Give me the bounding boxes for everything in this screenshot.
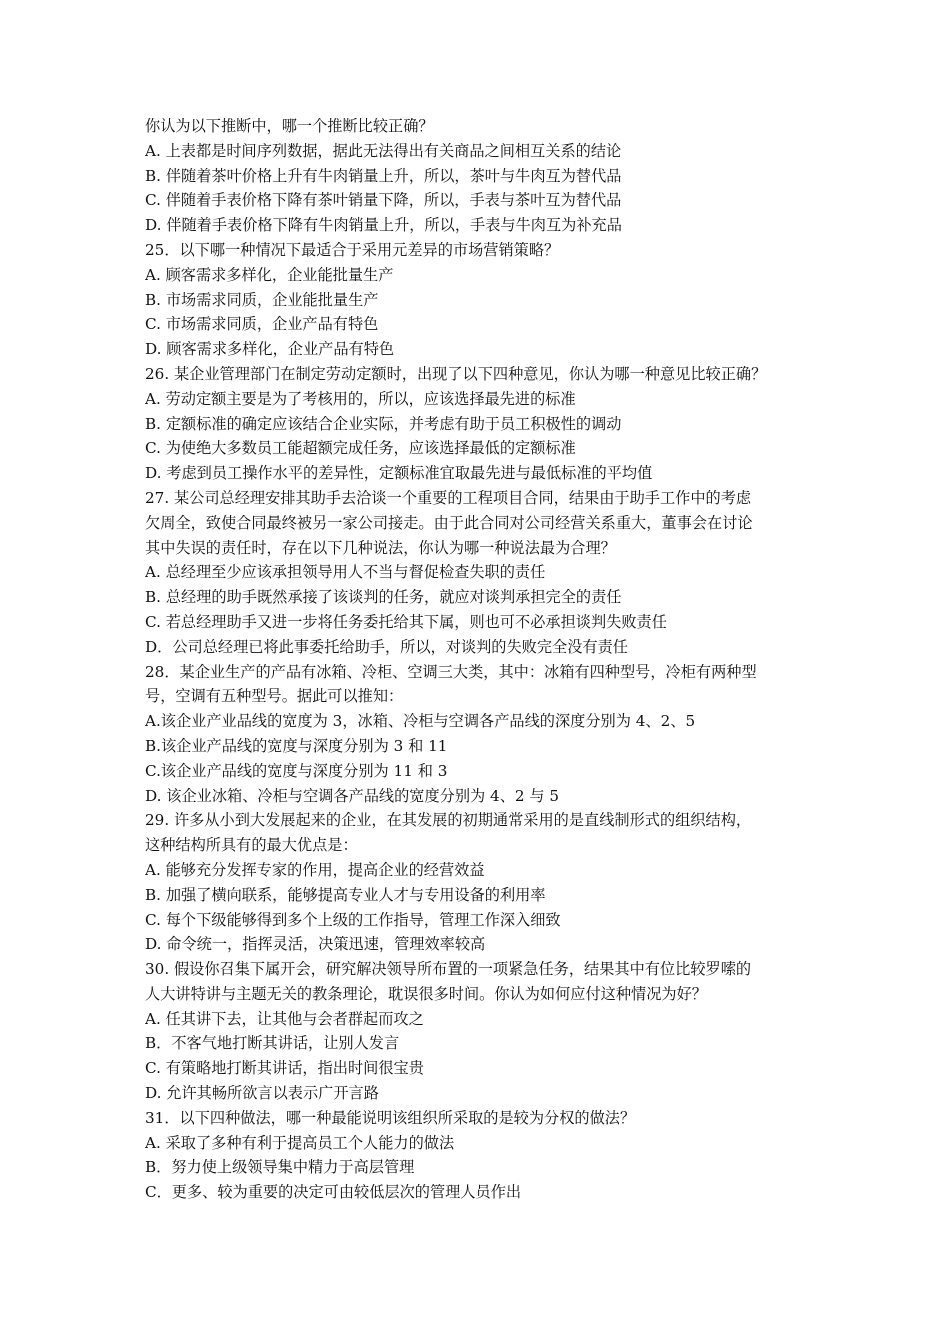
q27-stem-line-2: 欠周全，致使合同最终被另一家公司接走。由于此合同对公司经营关系重大，董事会在讨论: [145, 513, 753, 532]
q28-stem-line-1: 28．某企业生产的产品有冰箱、冷柜、空调三大类，其中：冰箱有四种型号，冷柜有两种型: [145, 662, 757, 681]
q27-option-c: C. 若总经理助手又进一步将任务委托给其下属，则也可不必承担谈判失败责任: [145, 612, 667, 631]
q28-option-c: C.该企业产品线的宽度与深度分别为 11 和 3: [145, 761, 448, 780]
q29-option-c: C. 每个下级能够得到多个上级的工作指导，管理工作深入细致: [145, 910, 561, 929]
q30-stem-line-2: 人大讲特讲与主题无关的教条理论，耽误很多时间。你认为如何应付这种情况为好？: [145, 984, 707, 1003]
q31-option-c: C．更多、较为重要的决定可由较低层次的管理人员作出: [145, 1183, 522, 1202]
q25-option-a: A. 顾客需求多样化，企业能批量生产: [145, 265, 394, 284]
q24-option-d: D. 伴随着手表价格下降有牛肉销量上升，所以，手表与牛肉互为补充品: [145, 216, 622, 235]
q25-option-b: B. 市场需求同质，企业能批量生产: [145, 290, 379, 309]
q29-stem-line-1: 29. 许多从小到大发展起来的企业，在其发展的初期通常采用的是直线制形式的组织结构，: [145, 811, 752, 830]
q27-option-b: B. 总经理的助手既然承接了该谈判的任务，就应对谈判承担完全的责任: [145, 588, 622, 607]
question-intro-line: 你认为以下推断中，哪一个推断比较正确？: [145, 117, 434, 135]
q24-option-c: C. 伴随着手表价格下降有茶叶销量下降，所以，手表与茶叶互为替代品: [145, 191, 622, 210]
q25-stem: 25．以下哪一种情况下最适合于采用元差异的市场营销策略？: [145, 240, 560, 259]
q26-option-c: C. 为使绝大多数员工能超额完成任务，应该选择最低的定额标准: [145, 439, 576, 458]
q24-option-a: A. 上表都是时间序列数据，据此无法得出有关商品之间相互关系的结论: [145, 141, 622, 160]
q30-stem-line-1: 30. 假设你召集下属开会，研究解决领导所布置的一项紧急任务，结果其中有位比较罗嗦的: [145, 960, 752, 979]
q30-option-c: C. 有策略地打断其讲话，指出时间很宝贵: [145, 1059, 424, 1078]
q26-option-a: A. 劳动定额主要是为了考核用的，所以，应该选择最先进的标准: [145, 389, 576, 408]
q26-option-b: B. 定额标准的确定应该结合企业实际，并考虑有助于员工积极性的调动: [145, 414, 622, 433]
document-page: [145, 114, 815, 1205]
q27-option-d: D．公司总经理已将此事委托给助手，所以，对谈判的失败完全没有责任: [145, 637, 628, 656]
q30-option-d: D. 允许其畅所欲言以表示广开言路: [145, 1084, 379, 1103]
q27-option-a: A. 总经理至少应该承担领导用人不当与督促检查失职的责任: [145, 563, 546, 582]
q30-option-a: A. 任其讲下去，让其他与会者群起而攻之: [145, 1009, 424, 1028]
q26-option-d: D. 考虑到员工操作水平的差异性，定额标准宜取最先进与最低标准的平均值: [145, 464, 653, 483]
q29-option-d: D. 命令统一，指挥灵活，决策迅速，管理效率较高: [145, 935, 486, 954]
q28-option-d: D. 该企业冰箱、冷柜与空调各产品线的宽度分别为 4、2 与 5: [145, 786, 560, 805]
q29-option-b: B. 加强了横向联系，能够提高专业人才与专用设备的利用率: [145, 885, 546, 904]
q29-stem-line-2: 这种结构所具有的最大优点是：: [145, 836, 358, 855]
q27-stem-line-1: 27. 某公司总经理安排其助手去洽谈一个重要的工程项目合同，结果由于助手工作中的考虑: [145, 488, 752, 507]
q28-option-b: B.该企业产品线的宽度与深度分别为 3 和 11: [145, 736, 448, 755]
q26-stem: 26. 某企业管理部门在制定劳动定额时，出现了以下四种意见，你认为哪一种意见比较正确？: [145, 364, 767, 383]
q30-option-b: B．不客气地打断其讲话，让别人发言: [145, 1034, 400, 1053]
q25-option-d: D. 顾客需求多样化，企业产品有特色: [145, 340, 395, 359]
q29-option-a: A. 能够充分发挥专家的作用，提高企业的经营效益: [145, 860, 485, 879]
q31-option-b: B．努力使上级领导集中精力于高层管理: [145, 1158, 415, 1177]
q24-option-b: B. 伴随着茶叶价格上升有牛肉销量上升，所以，茶叶与牛肉互为替代品: [145, 166, 622, 185]
q31-stem: 31．以下四种做法，哪一种最能说明该组织所采取的是较为分权的做法？: [145, 1108, 636, 1127]
q31-option-a: A. 采取了多种有利于提高员工个人能力的做法: [145, 1133, 455, 1152]
q28-option-a: A.该企业产业品线的宽度为 3，冰箱、冷柜与空调各产品线的深度分别为 4、2、5: [145, 712, 696, 731]
q27-stem-line-3: 其中失误的责任时，存在以下几种说法，你认为哪一种说法最为合理？: [145, 538, 616, 557]
q28-stem-line-2: 号，空调有五种型号。据此可以推知：: [145, 687, 404, 706]
q25-option-c: C. 市场需求同质，企业产品有特色: [145, 315, 379, 334]
